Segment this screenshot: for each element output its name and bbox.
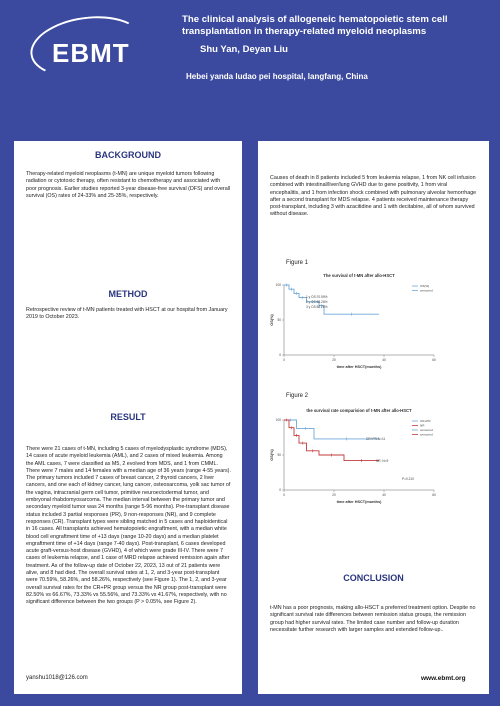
x-tick-label: 0 [283,493,285,497]
background-text: Therapy-related myeloid neoplasms (t-MN) are unique myeloid tumors following radiation or cytotoxic therapy, often resistant to chemotherapy and associated with poor prognosis. Earlier studies reported 3-year disease-free survival (DFS) and overall survival (OS) rates of 24-33% and 25-35%, respectively. [26,171,231,199]
x-tick-label: 60 [432,358,436,362]
y-tick-label: 100 [275,418,281,422]
contact-email: yanshu1018@126.com [26,675,88,681]
x-tick-label: 20 [332,358,336,362]
chart-annotation: 2 y OS:58.26% [306,300,328,304]
deaths-text: Causes of death in 8 patients included 5 from leukemia relapse, 1 from NK cell infusion combined with intestinal/liver/lung GVHD due to gene positivity, 1 from viral encephalitis, and 1 from infection shock combined with pulmonary alveolar hemorrhage after a second transplant for MDS relapse. 4 patients received maintenance therapy post-transplant, including 3 with azacitidine and 1 with decitabine, all of whom survived without disease. [270,175,477,218]
method-heading: METHOD [108,289,148,299]
legend-label: CR+PR [420,419,431,423]
y-tick-label: 50 [277,453,281,457]
y-tick-label: 0 [279,353,281,357]
poster-title: The clinical analysis of allogeneic hematopoietic stem cell transplantation in therapy-related myeloid neoplasms [182,14,448,37]
chart-annotation: CR+PR:N=11 [366,437,386,441]
x-tick-label: 0 [283,358,285,362]
x-tick-label: 20 [332,493,336,497]
result-text: There were 21 cases of t-MN, including 5 cases of myelodysplastic syndrome (MDS), 14 cases of acute myeloid leukemia (AML), and 2 cases of mixed leukemia. Among the AML cases, 7 were classified as M5, 2 evolved from MDS, and 1 from CMML. There were 7 males and 14 females with a median age of 36 years (range 4-55 years). The primary tumors included 7 cases of breast cancer, 2 thyroid cancers, 2 liver cancers, and one each of kidney cancer, lung cancer, osteosarcoma, yolk sac tumor of the vagina, intracranial germ cell tumor, primitive neuroectodermal tumor, and embryonal rhabdomyosarcoma. The median interval between the primary tumor and secondary myeloid tumor was 24 months (range 5-96 months). Pre-transplant disease status included 3 partial responses (PR), 9 non-responses (NR), and 9 complete responses (CR). Transplant types were sibling matched in 5 cases and haploidentical in 16 cases. All transplants achieved hematopoietic engraftment, with a median white blood cell engraftment time of +13 days (range 10-20 days) and a median platelet engraftment time of +14 days (range 7-40 days). Post-transplant, 6 cases developed acute graft-versus-host disease (GVHD), 4 of which were grade III-IV. There were 7 cases of leukemia relapse, and 1 case of MRD relapse achieved remission again after treatment. As of the follow-up date of October 22, 2023, 13 out of 21 patients were alive, and 8 had died. The overall survival rates at 1, 2, and 3-year post-transplant were 70.59%, 58.26%, and 58.26%, respectively (see Figure 1). The 1, 2, and 3-year overall survival rates for the CR+PR group versus the NR group post-transplant were 82.50% vs 66.67%, 73.33% vs 55.56%, and 73.33% vs 41.67%, respectively, with no significant difference between the two groups (P > 0.05%, see Figure 2). [26,446,231,606]
chart-annotation: P=0.210 [402,477,414,481]
x-tick-label: 60 [432,493,436,497]
chart-annotation: 1 y OS:70.59% [306,295,328,299]
result-heading: RESULT [110,412,146,422]
chart-title: the survival rate comparision of t-MN after allo-HSCT [306,408,412,413]
legend-label: censored [420,432,433,437]
x-axis-label: time after HSCT(months) [336,365,382,369]
chart-annotation: 3 y OS:58.26% [306,305,328,309]
figure-1-survival-chart [266,269,442,379]
right-column [258,141,489,694]
legend-label: censored [420,288,433,293]
series-line-os- [284,285,379,314]
y-axis-label: OS(%) [270,449,274,461]
legend-label: OS(%) [420,284,430,288]
left-column [14,141,242,694]
figure-2-comparison-chart [266,404,442,514]
poster-affiliation: Hebei yanda ludao pei hospital, langfang, China [186,72,368,81]
conclusion-heading: CONCLUSION [343,573,404,583]
chart-title: The survival of t-MN after allo-HSCT [323,273,395,278]
chart-annotation: NR: N=9 [376,459,389,463]
figure-2-label: Figure 2 [286,393,309,399]
y-axis-label: OS(%) [270,314,274,326]
ebmt-website: www.ebmt.org [421,675,466,682]
y-tick-label: 100 [275,283,281,287]
legend-label: NR [420,423,425,428]
poster-authors: Shu Yan, Deyan Liu [200,44,288,55]
figure-1-label: Figure 1 [286,260,309,266]
series-line-cr-pr [284,420,379,439]
method-text: Retrospective review of t-MN patients treated with HSCT at our hospital from January 2019 to October 2023. [26,307,228,321]
poster-header [0,0,500,140]
y-tick-label: 50 [277,318,281,322]
legend-label: censored [420,428,433,432]
x-axis-label: time after HSCT(months) [336,500,382,504]
ebmt-logo: EBMT [52,38,130,68]
conclusion-text: t-MN has a poor prognosis, making allo-HSCT a preferred treatment option. Despite no significant survival rate differences between remission status groups, the remission group had higher survival rates. The limited case number and follow-up duration necessitate further research with larger samples and extended follow-up.. [270,605,476,633]
y-tick-label: 0 [279,488,281,492]
background-heading: BACKGROUND [95,150,161,160]
x-tick-label: 40 [382,358,386,362]
x-tick-label: 40 [382,493,386,497]
